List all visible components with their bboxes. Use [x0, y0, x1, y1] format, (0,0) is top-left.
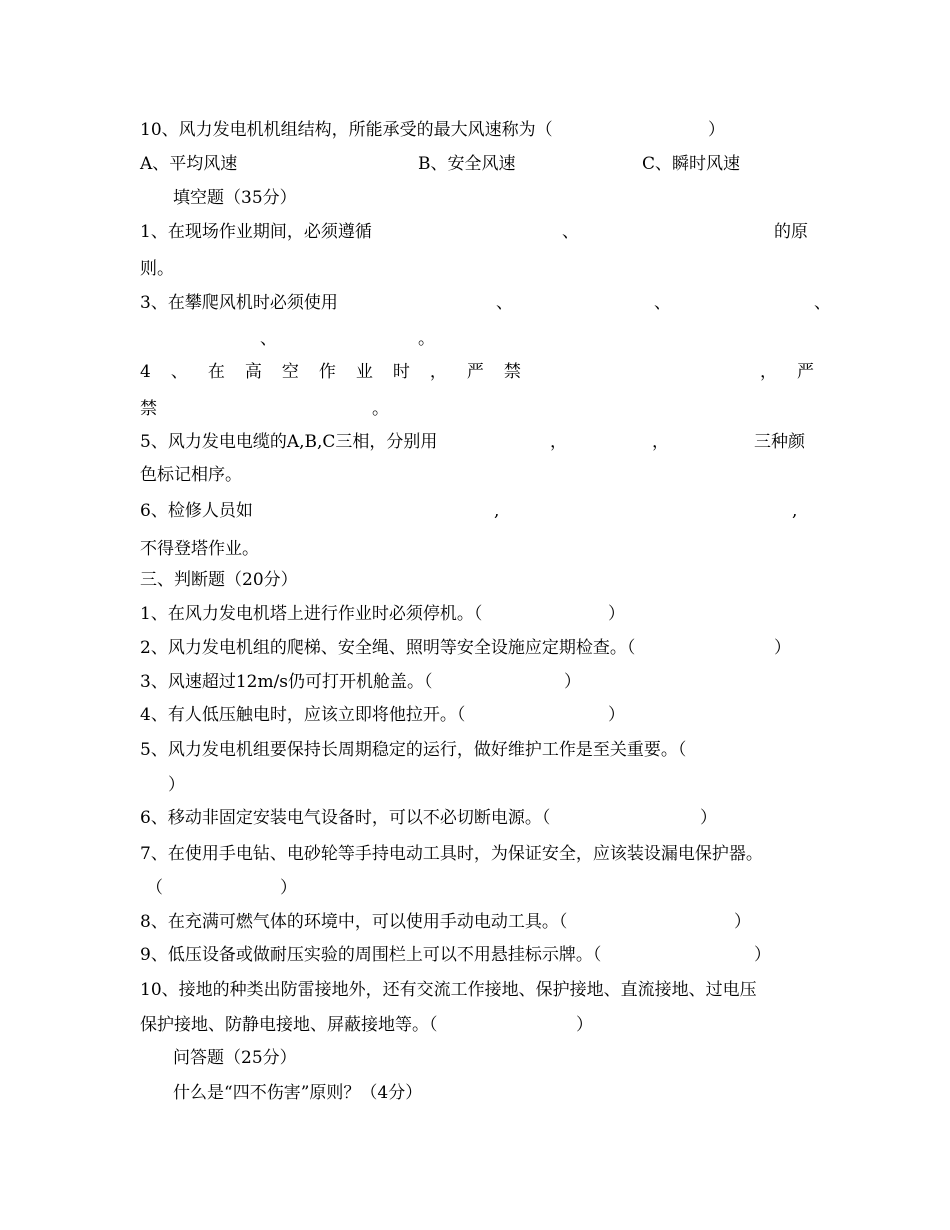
judge-item-9: [140, 941, 820, 969]
section-heading-judge: 三、判断题（20分）: [140, 570, 298, 590]
close-paren: ）: [774, 638, 791, 658]
open-paren: （: [146, 878, 163, 898]
judge-item-4: [140, 701, 820, 729]
judge-item-7: 7、在使用手电钻、电砂轮等手持电动工具时，为保证安全，应该装设漏电保护器。: [140, 844, 763, 864]
separator: 、: [260, 329, 277, 349]
question-text: 4、在高空作业时，严禁: [140, 362, 541, 382]
option-a: A、平均风速: [140, 154, 238, 174]
close-paren: ）: [754, 945, 771, 965]
question-text: 4、有人低压触电时，应该立即将他拉开。（: [140, 705, 466, 725]
judge-item-10: 10、接地的种类出防雷接地外，还有交流工作接地、保护接地、直流接地、过电压: [140, 980, 757, 1000]
fill-question-1: [140, 218, 820, 246]
question-end: 。: [418, 329, 435, 349]
question-text: 10、风力发电机机组结构，所能承受的最大风速称为（: [140, 120, 553, 140]
close-paren: ）: [608, 705, 625, 725]
question-text: 6、检修人员如: [140, 501, 253, 521]
question-end: 三种颜: [754, 432, 805, 452]
separator: 、: [496, 293, 513, 313]
close-paren: ）: [700, 808, 717, 828]
separator: ,: [494, 501, 500, 521]
question-text: 6、移动非固定安装电气设备时，可以不必切断电源。（: [140, 808, 551, 828]
judge-item-8: [140, 908, 820, 936]
fill-question-6: [140, 497, 820, 525]
fill-question-4: [140, 358, 834, 386]
fill-question-3: [140, 289, 831, 317]
separator: 、: [562, 222, 579, 242]
question-text: 3、在攀爬风机时必须使用: [140, 293, 338, 313]
section-heading-qa: 问答题（25分）: [173, 1048, 297, 1068]
question-text: 5、风力发电电缆的A,B,C三相，分别用: [140, 432, 438, 452]
judge-item-6: [140, 804, 820, 832]
question-text: 禁: [140, 399, 157, 419]
judge-item-7-cont: [140, 874, 820, 902]
separator: ，: [652, 432, 669, 452]
separator: 、: [654, 293, 671, 313]
question-text: 9、低压设备或做耐压实验的周围栏上可以不用悬挂标示牌。（: [140, 945, 602, 965]
section-heading-fill: 填空题（35分）: [173, 188, 297, 208]
close-paren: ）: [608, 604, 625, 624]
fill-question-4-cont: [140, 395, 820, 423]
judge-item-5-cont: [140, 771, 820, 799]
question-text: 8、在充满可燃气体的环境中，可以使用手动电动工具。（: [140, 912, 568, 932]
fill-question-6-cont: 不得登塔作业。: [140, 539, 259, 559]
separator: ，: [550, 432, 567, 452]
question-text: 3、风速超过12m/s仍可打开机舱盖。（: [140, 672, 433, 692]
mc-question-10: [140, 116, 820, 144]
judge-item-5: 5、风力发电机组要保持长周期稳定的运行，做好维护工作是至关重要。（: [140, 740, 687, 760]
close-paren: ）: [168, 775, 185, 795]
fill-question-5-cont: 色标记相序。: [140, 465, 242, 485]
question-text: 1、在风力发电机塔上进行作业时必须停机。（: [140, 604, 483, 624]
fill-question-5: [140, 428, 820, 456]
judge-item-10-cont: [140, 1011, 820, 1039]
close-paren: ）: [708, 120, 725, 140]
close-paren: ）: [280, 878, 297, 898]
question-text: 1、在现场作业期间，必须遵循: [140, 222, 372, 242]
judge-item-1: [140, 600, 820, 628]
question-text: 保护接地、防静电接地、屏蔽接地等。（: [140, 1015, 438, 1035]
option-c: C、瞬时风速: [642, 154, 741, 174]
separator: ,: [792, 501, 798, 521]
question-end: 的原: [774, 222, 808, 242]
close-paren: ）: [564, 672, 581, 692]
fill-question-3-cont: [140, 325, 820, 353]
option-b: B、安全风速: [418, 154, 516, 174]
mc-options: [140, 150, 820, 178]
judge-item-3: [140, 668, 820, 696]
judge-item-2: [140, 634, 820, 662]
fill-question-1-cont: 则。: [140, 259, 174, 279]
qa-question-1: 什么是“四不伤害”原则？（4分）: [173, 1083, 423, 1103]
close-paren: ）: [734, 912, 751, 932]
question-text: 2、风力发电机组的爬梯、安全绳、照明等安全设施应定期检查。（: [140, 638, 636, 658]
separator: 、: [814, 293, 831, 313]
close-paren: ）: [576, 1015, 593, 1035]
question-end: 。: [372, 399, 389, 419]
question-separator: ，严: [760, 362, 834, 382]
